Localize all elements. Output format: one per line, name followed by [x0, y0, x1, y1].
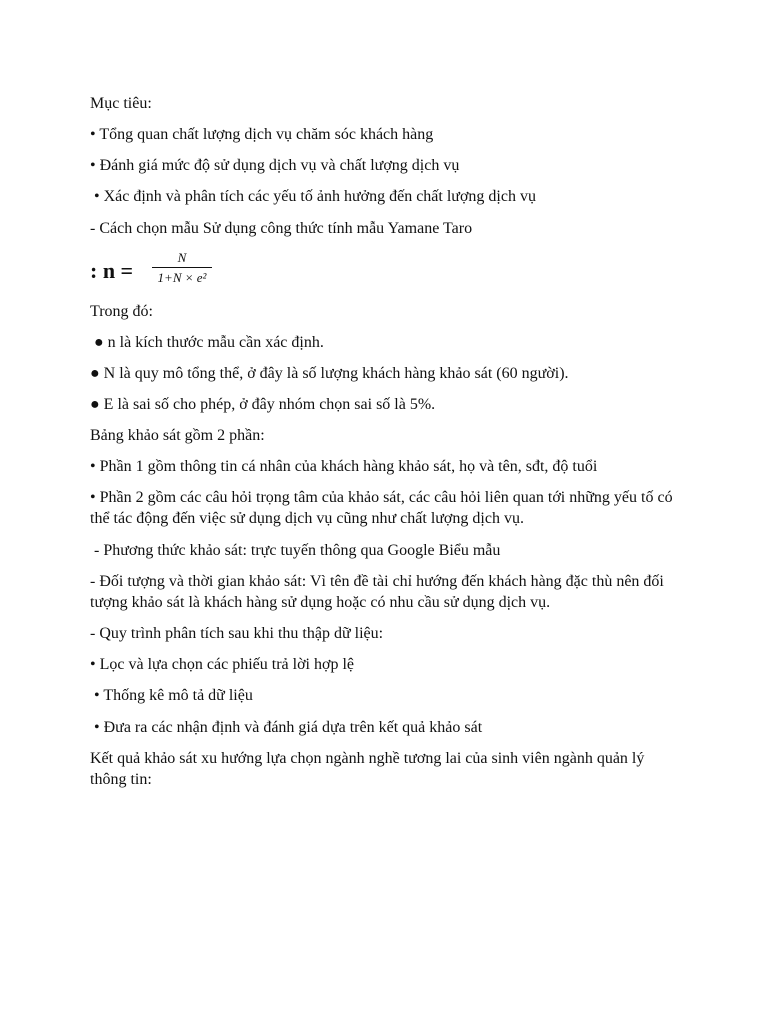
process-item-1: • Lọc và lựa chọn các phiếu trả lời hợp lệ — [90, 656, 354, 673]
sampling-method: - Cách chọn mẫu Sử dụng công thức tính mẫu Yamane Taro — [90, 220, 473, 237]
formula-denominator: 1+N × e² — [157, 270, 207, 285]
where-label: Trong đó: — [90, 303, 153, 320]
goal-item-2: • Đánh giá mức độ sử dụng dịch vụ và chất lượng dịch vụ — [90, 157, 460, 174]
where-item-3: ● E là sai số cho phép, ở đây nhóm chọn sai số là 5%. — [90, 396, 436, 413]
formula-fraction — [152, 249, 212, 286]
where-item-1: ● n là kích thước mẫu cần xác định. — [90, 334, 324, 351]
survey-part-1: • Phần 1 gồm thông tin cá nhân của khách hàng khảo sát, họ và tên, sđt, độ tuổi — [90, 458, 598, 475]
where-item-2: ● N là quy mô tổng thể, ở đây là số lượng khách hàng khảo sát (60 người). — [90, 365, 569, 382]
fraction-bar — [152, 267, 212, 268]
survey-subject: - Đối tượng và thời gian khảo sát: Vì tên đề tài chỉ hướng đến khách hàng đặc thù nên đối tượng khảo sát là khách hàng sử dụng hoặc có nhu cầu sử dụng dịch vụ. — [90, 573, 664, 611]
survey-result-intro: Kết quả khảo sát xu hướng lựa chọn ngành nghề tương lai của sinh viên ngành quản lý thông tin: — [90, 750, 645, 788]
survey-parts-title: Bảng khảo sát gồm 2 phần: — [90, 427, 265, 444]
heading-objectives: Mục tiêu: — [90, 95, 152, 112]
process-item-2: • Thống kê mô tả dữ liệu — [90, 687, 253, 704]
process-title: - Quy trình phân tích sau khi thu thập dữ liệu: — [90, 625, 384, 642]
process-item-3: • Đưa ra các nhận định và đánh giá dựa trên kết quả khảo sát — [90, 719, 483, 736]
formula-prefix: : n = — [90, 258, 134, 283]
goal-item-3: • Xác định và phân tích các yếu tố ảnh hưởng đến chất lượng dịch vụ — [90, 188, 536, 205]
formula-numerator: N — [177, 250, 187, 265]
survey-method: - Phương thức khảo sát: trực tuyến thông qua Google Biểu mẫu — [90, 542, 501, 559]
goal-item-1: • Tổng quan chất lượng dịch vụ chăm sóc khách hàng — [90, 126, 434, 143]
survey-part-2: • Phần 2 gồm các câu hỏi trọng tâm của khảo sát, các câu hỏi liên quan tới những yếu tố có thể tác động đến việc sử dụng dịch vụ cũng như chất lượng dịch vụ. — [90, 489, 673, 527]
